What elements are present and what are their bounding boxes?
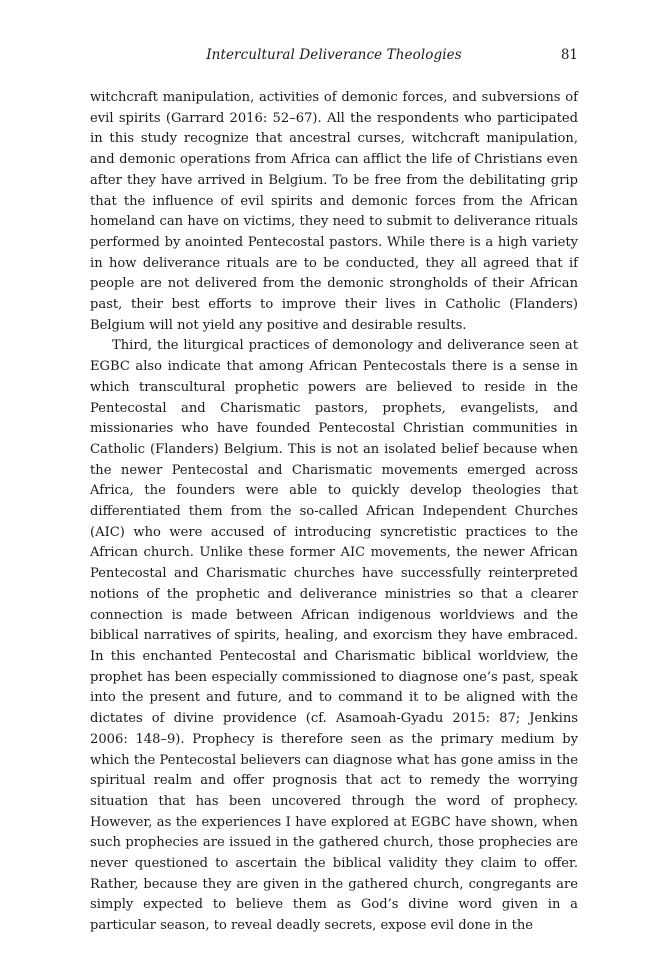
running-header	[90, 44, 578, 66]
running-title: Intercultural Deliverance Theologies	[206, 47, 462, 63]
page-number: 81	[560, 47, 578, 63]
paragraph-continued: witchcraft manipulation, activities of demonic forces, and subversions of evil spirits (Garrard 2016: 52–67). All the respondents who participated in this study recognize that ancestral curses, witchcraft manipulation, and demonic operations from Africa can afflict the life of Christians even after they have arrived in Belgium. To be free from the debilitating grip that the influence of evil spirits and demonic forces from the African homeland can have on victims, they need to submit to deliverance rituals performed by anointed Pentecostal pastors. While there is a high variety in how deliverance rituals are to be conducted, they all agreed that if people are not delivered from the demonic strongholds of their African past, their best efforts to improve their lives in Catholic (Flanders) Belgium will not yield any positive and desirable results.	[90, 90, 578, 333]
paragraph-third-point: Third, the liturgical practices of demonology and deliverance seen at EGBC also indicate that among African Pentecostals there is a sense in which transcultural prophetic powers are believed to reside in the Pentecostal and Charismatic pastors, prophets, evangelists, and missionaries who have founded Pentecostal Christian communities in Catholic (Flanders) Belgium. This is not an isolated belief because when the newer Pentecostal and Charismatic movements emerged across Africa, the founders were able to quickly develop theologies that differentiated them from the so-called African Independent Churches (AIC) who were accused of introducing syncretistic practices to the African church. Unlike these former AIC movements, the newer African Pentecostal and Charismatic churches have successfully reinterpreted notions of the prophetic and deliverance ministries so that a clearer connection is made between African indigenous worldviews and the biblical narratives of spirits, healing, and exorcism they have embraced. In this enchanted Pentecostal and Charismatic biblical worldview, the prophet has been especially commissioned to diagnose one’s past, speak into the present and future, and to command it to be aligned with the dictates of divine providence (cf. Asamoah-Gyadu 2015: 87; Jenkins 2006: 148–9). Prophecy is therefore seen as the primary medium by which the Pentecostal believers can diagnose what has gone amiss in the spiritual realm and offer prognosis that act to remedy the worrying situation that has been uncovered through the word of prophecy. However, as the experiences I have explored at EGBC have shown, when such prophecies are issued in the gathered church, those prophecies are never questioned to ascertain the biblical validity they claim to offer. Rather, because they are given in the gathered church, congregants are simply expected to believe them as God’s divine word given in a particular season, to reveal deadly secrets, expose evil done in the	[90, 338, 578, 934]
body-text	[90, 88, 578, 937]
